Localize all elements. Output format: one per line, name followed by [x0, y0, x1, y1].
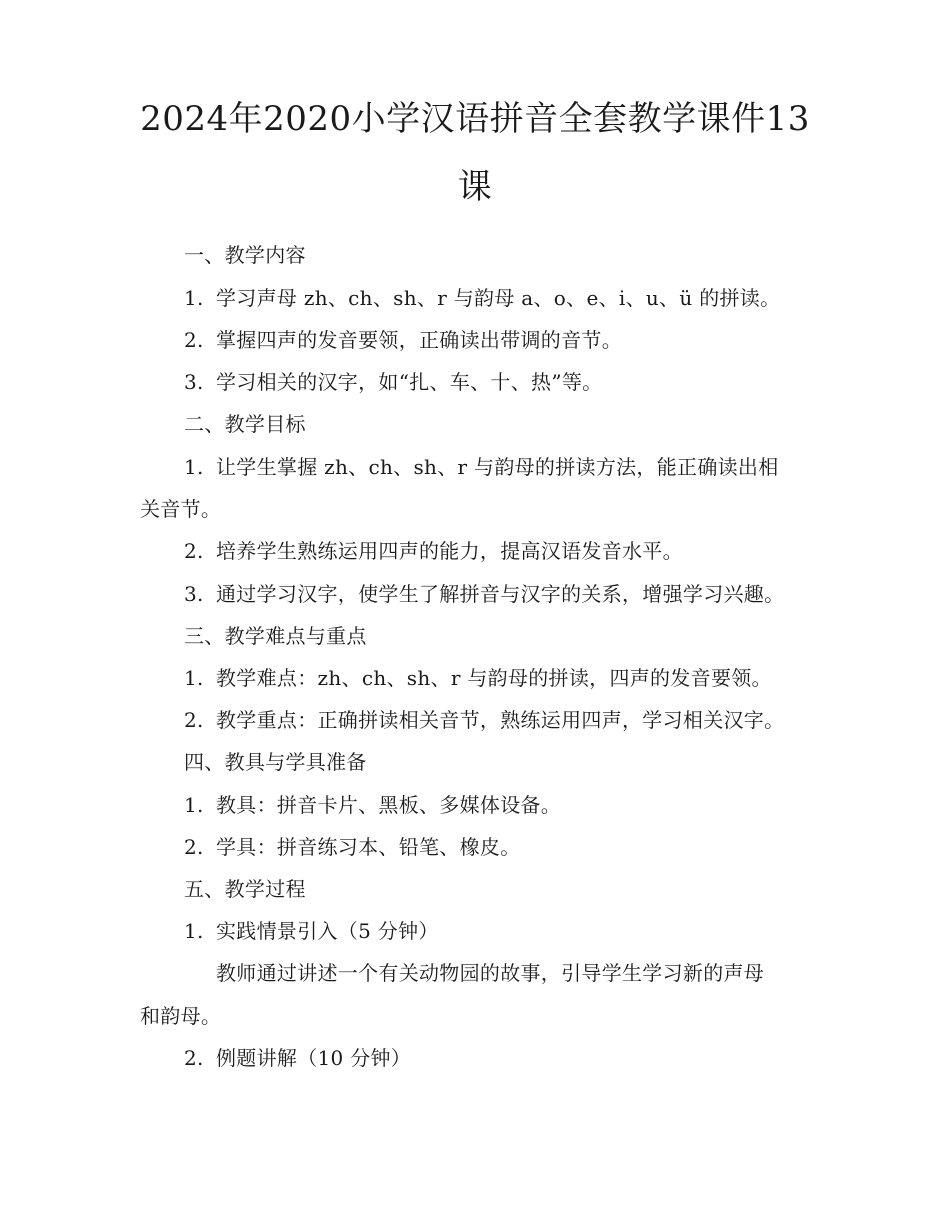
list-item-number: 1. — [184, 793, 204, 817]
list-item-text: 培养学生熟练运用四声的能力，提高汉语发音水平。 — [216, 539, 683, 563]
list-item-number: 1. — [184, 666, 204, 690]
section-heading-key-points: 三、教学难点与重点 — [184, 624, 367, 648]
list-item-text: 例题讲解（10 分钟） — [216, 1046, 412, 1070]
list-item — [184, 668, 772, 688]
paragraph-text: 教师通过讲述一个有关动物园的故事，引导学生学习新的声母 — [216, 961, 765, 985]
list-item — [184, 710, 784, 730]
section-heading-goals: 二、教学目标 — [184, 412, 306, 436]
list-item-continuation: 关音节。 — [140, 497, 222, 521]
list-item-text: 教具：拼音卡片、黑板、多媒体设备。 — [216, 793, 562, 817]
list-item — [184, 1048, 411, 1068]
list-item — [184, 330, 622, 350]
list-item-text: 学习相关的汉字，如“扎、车、十、热”等。 — [216, 370, 603, 394]
list-item — [184, 288, 780, 308]
list-item-number: 2. — [184, 708, 204, 732]
paragraph-continuation: 和韵母。 — [140, 1004, 222, 1028]
list-item-number: 1. — [184, 286, 204, 310]
section-heading-content: 一、教学内容 — [184, 243, 306, 267]
list-item-text: 通过学习汉字，使学生了解拼音与汉字的关系，增强学习兴趣。 — [216, 582, 785, 606]
document-title-line-2: 课 — [457, 167, 493, 207]
section-heading-materials: 四、教具与学具准备 — [184, 750, 367, 774]
list-item-number: 2. — [184, 835, 204, 859]
list-item-number: 3. — [184, 370, 204, 394]
list-item-text: 学习声母 zh、ch、sh、r 与韵母 a、o、e、i、u、ü 的拼读。 — [216, 286, 781, 310]
list-item-number: 1. — [184, 455, 204, 479]
list-item-text: 学具：拼音练习本、铅笔、橡皮。 — [216, 835, 521, 859]
list-item — [184, 795, 561, 815]
list-item — [184, 372, 602, 392]
list-item-number: 1. — [184, 919, 204, 943]
document-title-line-1: 2024年2020小学汉语拼音全套教学课件13 — [140, 99, 810, 139]
list-item-number: 2. — [184, 539, 204, 563]
list-item-text: 掌握四声的发音要领，正确读出带调的音节。 — [216, 328, 622, 352]
list-item — [184, 541, 683, 561]
list-item — [184, 921, 439, 941]
list-item — [184, 584, 784, 604]
section-heading-process: 五、教学过程 — [184, 877, 306, 901]
list-item-text: 实践情景引入（5 分钟） — [216, 919, 439, 943]
list-item — [184, 457, 779, 477]
list-item-number: 2. — [184, 1046, 204, 1070]
list-item-text: 教学难点：zh、ch、sh、r 与韵母的拼读，四声的发音要领。 — [216, 666, 772, 690]
list-item-text: 让学生掌握 zh、ch、sh、r 与韵母的拼读方法，能正确读出相 — [216, 455, 779, 479]
list-item-number: 3. — [184, 582, 204, 606]
list-item-number: 2. — [184, 328, 204, 352]
list-item-text: 教学重点：正确拼读相关音节，熟练运用四声，学习相关汉字。 — [216, 708, 785, 732]
list-item — [184, 837, 521, 857]
